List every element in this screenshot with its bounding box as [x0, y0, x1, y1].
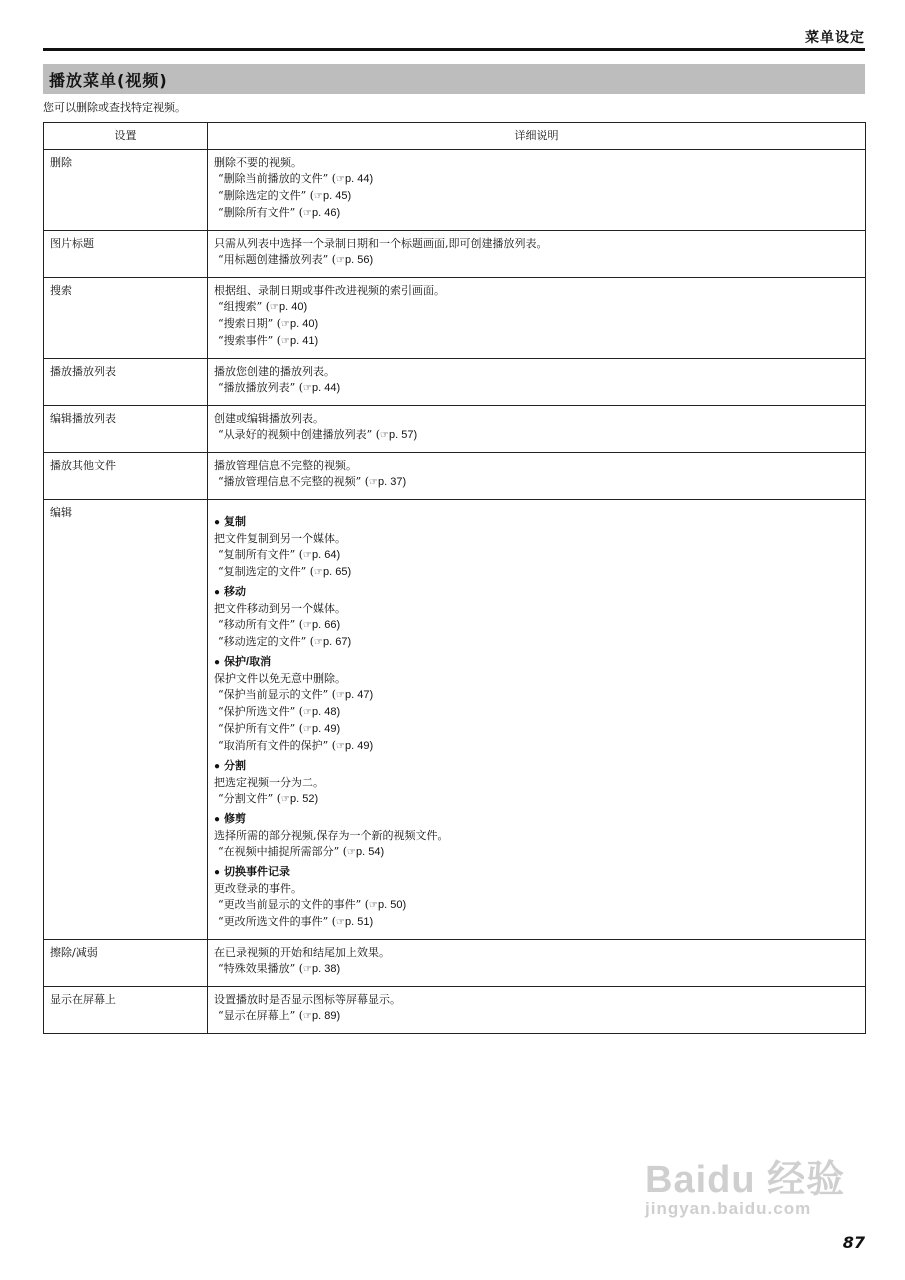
page-reference: [214, 897, 859, 914]
playback-menu-table: [43, 122, 866, 1034]
setting-name: 播放其他文件: [44, 453, 208, 500]
reference-title: “显示在屏幕上” (: [218, 1009, 304, 1022]
reference-page: p. 46): [312, 207, 341, 219]
pointing-hand-icon: ☞: [303, 620, 313, 631]
bullet-icon: ●: [214, 587, 221, 598]
table-row: [44, 359, 866, 406]
reference-page: p. 54): [356, 846, 385, 858]
pointing-hand-icon: ☞: [281, 319, 291, 330]
reference-title: “保护所有文件” (: [218, 722, 304, 735]
setting-name: 编辑播放列表: [44, 406, 208, 453]
reference-page: p. 65): [323, 566, 352, 578]
reference-page: p. 45): [323, 190, 352, 202]
page-number: 87: [842, 1233, 865, 1252]
pointing-hand-icon: ☞: [303, 383, 313, 394]
reference-page: p. 89): [312, 1010, 341, 1022]
page-reference: [214, 252, 859, 269]
table-row: [44, 940, 866, 987]
reference-page: p. 56): [345, 254, 374, 266]
table-row: [44, 278, 866, 359]
subsection-description: 把选定视频一分为二。: [214, 776, 324, 789]
bullet-icon: ●: [214, 761, 221, 772]
setting-name: 编辑: [44, 500, 208, 940]
setting-description: 播放您创建的播放列表。: [214, 365, 335, 378]
reference-page: p. 66): [312, 619, 341, 631]
subsection-title: [214, 584, 859, 601]
setting-description: 创建或编辑播放列表。: [214, 412, 324, 425]
reference-page: p. 38): [312, 963, 341, 975]
setting-name: 搜索: [44, 278, 208, 359]
reference-page: p. 64): [312, 549, 341, 561]
setting-description: 根据组、录制日期或事件改进视频的索引画面。: [214, 284, 445, 297]
bullet-icon: ●: [214, 657, 221, 668]
reference-title: “搜索事件” (: [218, 334, 282, 347]
subsection-title: [214, 811, 859, 828]
table-row: [44, 406, 866, 453]
page-reference: [214, 738, 859, 755]
reference-page: p. 40): [290, 318, 319, 330]
reference-page: p. 44): [312, 382, 341, 394]
reference-title: “移动所有文件” (: [218, 618, 304, 631]
page-reference: [214, 188, 859, 205]
reference-page: p. 37): [378, 476, 407, 488]
pointing-hand-icon: ☞: [336, 741, 346, 752]
subsection-label: 复制: [224, 516, 247, 528]
reference-title: “移动选定的文件” (: [218, 635, 315, 648]
setting-detail: [208, 987, 866, 1034]
reference-title: “删除当前播放的文件” (: [218, 172, 337, 185]
reference-page: p. 50): [378, 899, 407, 911]
reference-page: p. 44): [345, 173, 374, 185]
section-title-bar: [43, 64, 865, 94]
pointing-hand-icon: ☞: [380, 430, 390, 441]
table-row: [44, 453, 866, 500]
pointing-hand-icon: ☞: [369, 900, 379, 911]
column-header-detail: 详细说明: [208, 123, 866, 150]
setting-description: 删除不要的视频。: [214, 156, 302, 169]
reference-title: “在视频中捕捉所需部分” (: [218, 845, 348, 858]
reference-title: “组搜索” (: [218, 300, 271, 313]
table-row-edit: [44, 500, 866, 940]
pointing-hand-icon: ☞: [270, 302, 280, 313]
page-reference: [214, 844, 859, 861]
page-reference: [214, 1008, 859, 1025]
table-row: [44, 150, 866, 231]
bullet-icon: ●: [214, 517, 221, 528]
reference-page: p. 49): [312, 723, 341, 735]
pointing-hand-icon: ☞: [314, 191, 324, 202]
reference-title: “取消所有文件的保护” (: [218, 739, 337, 752]
reference-title: “删除选定的文件” (: [218, 189, 315, 202]
section-intro: 您可以删除或查找特定视频。: [43, 101, 186, 114]
page-reference: [214, 299, 859, 316]
reference-title: “删除所有文件” (: [218, 206, 304, 219]
pointing-hand-icon: ☞: [303, 208, 313, 219]
reference-page: p. 51): [345, 916, 374, 928]
page-reference: [214, 427, 859, 444]
reference-page: p. 57): [389, 429, 418, 441]
reference-page: p. 47): [345, 689, 374, 701]
subsection-label: 移动: [224, 586, 247, 598]
subsection-label: 修剪: [224, 813, 247, 825]
setting-detail: [208, 150, 866, 231]
page-reference: [214, 205, 859, 222]
page-reference: [214, 474, 859, 491]
bullet-icon: ●: [214, 814, 221, 825]
subsection-title: [214, 864, 859, 881]
watermark-url: jingyan.baidu.com: [645, 1199, 812, 1218]
reference-page: p. 52): [290, 793, 319, 805]
reference-title: “保护当前显示的文件” (: [218, 688, 337, 701]
baidu-watermark: [645, 1148, 845, 1219]
reference-title: “播放播放列表” (: [218, 381, 304, 394]
pointing-hand-icon: ☞: [303, 1011, 313, 1022]
page-reference: [214, 634, 859, 651]
subsection-description: 把文件复制到另一个媒体。: [214, 532, 346, 545]
setting-detail: [208, 453, 866, 500]
pointing-hand-icon: ☞: [336, 690, 346, 701]
reference-title: “复制所有文件” (: [218, 548, 304, 561]
reference-title: “播放管理信息不完整的视频” (: [218, 475, 370, 488]
setting-name: 图片标题: [44, 231, 208, 278]
table-row: [44, 231, 866, 278]
pointing-hand-icon: ☞: [314, 567, 324, 578]
header-divider: [43, 48, 865, 51]
table-header-row: [44, 123, 866, 150]
page-reference: [214, 961, 859, 978]
reference-title: “更改所选文件的事件” (: [218, 915, 337, 928]
subsection-description: 保护文件以免无意中删除。: [214, 672, 346, 685]
setting-name: 擦除/减弱: [44, 940, 208, 987]
setting-description: 播放管理信息不完整的视频。: [214, 459, 357, 472]
reference-page: p. 67): [323, 636, 352, 648]
reference-title: “从录好的视频中创建播放列表” (: [218, 428, 381, 441]
column-header-setting: 设置: [44, 123, 208, 150]
subsection-description: 更改登录的事件。: [214, 882, 302, 895]
setting-detail: [208, 406, 866, 453]
page-reference: [214, 380, 859, 397]
reference-page: p. 40): [279, 301, 308, 313]
reference-title: “复制选定的文件” (: [218, 565, 315, 578]
page-reference: [214, 721, 859, 738]
pointing-hand-icon: ☞: [303, 724, 313, 735]
setting-description: 设置播放时是否显示图标等屏幕显示。: [214, 993, 401, 1006]
setting-name: 显示在屏幕上: [44, 987, 208, 1034]
pointing-hand-icon: ☞: [336, 917, 346, 928]
pointing-hand-icon: ☞: [303, 550, 313, 561]
pointing-hand-icon: ☞: [347, 847, 357, 858]
subsection-label: 分割: [224, 760, 247, 772]
page-reference: [214, 564, 859, 581]
reference-title: “分割文件” (: [218, 792, 282, 805]
subsection-title: [214, 514, 859, 531]
reference-title: “更改当前显示的文件的事件” (: [218, 898, 370, 911]
setting-detail: [208, 278, 866, 359]
reference-page: p. 41): [290, 335, 319, 347]
page-reference: [214, 316, 859, 333]
reference-page: p. 48): [312, 706, 341, 718]
setting-detail: [208, 940, 866, 987]
reference-title: “用标题创建播放列表” (: [218, 253, 337, 266]
setting-detail: [208, 359, 866, 406]
page-reference: [214, 617, 859, 634]
setting-name: 删除: [44, 150, 208, 231]
reference-title: “特殊效果播放” (: [218, 962, 304, 975]
reference-title: “搜索日期” (: [218, 317, 282, 330]
page-reference: [214, 687, 859, 704]
pointing-hand-icon: ☞: [303, 707, 313, 718]
page-reference: [214, 547, 859, 564]
table-body: [44, 150, 866, 1034]
page-reference: [214, 171, 859, 188]
setting-description: 只需从列表中选择一个录制日期和一个标题画面,即可创建播放列表。: [214, 237, 548, 250]
setting-name: 播放播放列表: [44, 359, 208, 406]
page-reference: [214, 333, 859, 350]
pointing-hand-icon: ☞: [336, 174, 346, 185]
subsection-title: [214, 758, 859, 775]
setting-detail: [208, 500, 866, 940]
reference-title: “保护所选文件” (: [218, 705, 304, 718]
subsection-description: 选择所需的部分视频,保存为一个新的视频文件。: [214, 829, 449, 842]
subsection-label: 保护/取消: [224, 656, 272, 668]
setting-description: 在已录视频的开始和结尾加上效果。: [214, 946, 390, 959]
reference-page: p. 49): [345, 740, 374, 752]
pointing-hand-icon: ☞: [281, 336, 291, 347]
pointing-hand-icon: ☞: [314, 637, 324, 648]
bullet-icon: ●: [214, 867, 221, 878]
pointing-hand-icon: ☞: [281, 794, 291, 805]
setting-detail: [208, 231, 866, 278]
header-section-name: 菜单设定: [805, 30, 865, 46]
page-reference: [214, 914, 859, 931]
pointing-hand-icon: ☞: [303, 964, 313, 975]
subsection-label: 切换事件记录: [224, 866, 291, 878]
subsection-title: [214, 654, 859, 671]
watermark-logo: Baidu 经验: [645, 1159, 846, 1201]
section-title: 播放菜单(视频): [49, 71, 168, 90]
page-reference: [214, 791, 859, 808]
pointing-hand-icon: ☞: [369, 477, 379, 488]
table-row: [44, 987, 866, 1034]
pointing-hand-icon: ☞: [336, 255, 346, 266]
page-reference: [214, 704, 859, 721]
subsection-description: 把文件移动到另一个媒体。: [214, 602, 346, 615]
